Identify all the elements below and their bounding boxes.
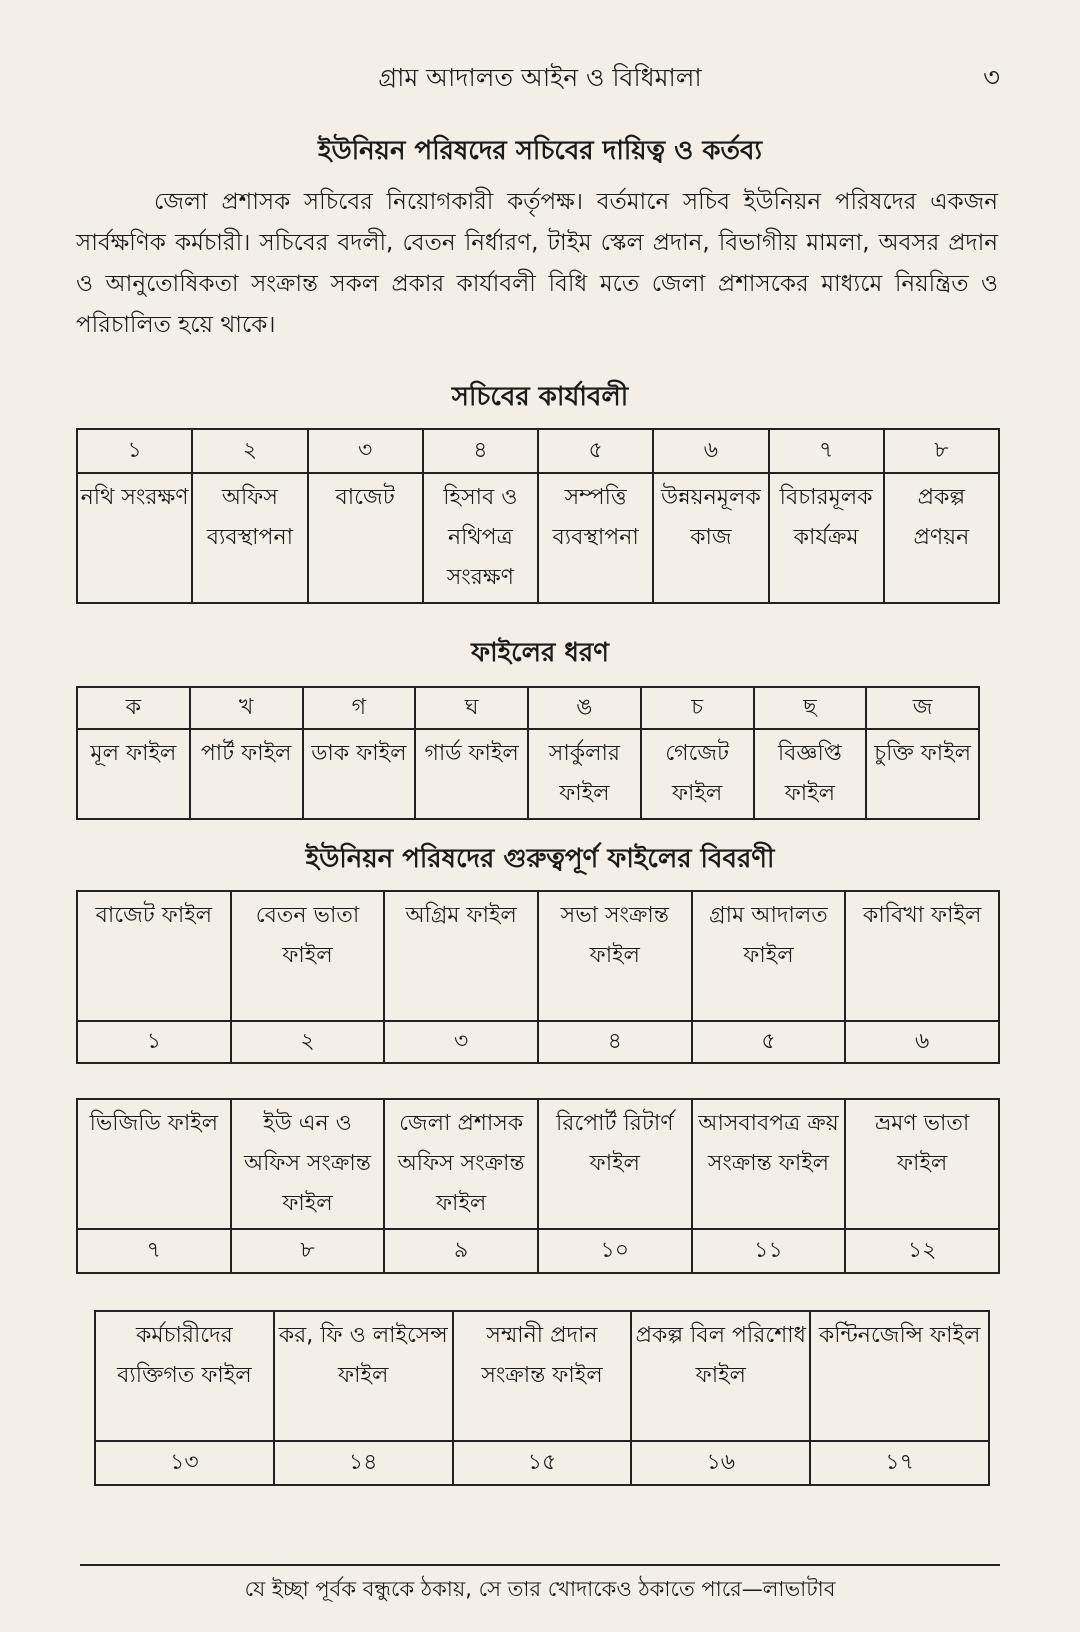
file-type-item: মূল ফাইল bbox=[77, 729, 190, 819]
function-item: উন্নয়নমূলক কাজ bbox=[653, 473, 768, 603]
file-type-letter: ঘ bbox=[415, 687, 528, 729]
important-files-table-2 bbox=[76, 1098, 1000, 1274]
important-file-number: ৪ bbox=[538, 1021, 692, 1063]
file-type-item: চুক্তি ফাইল bbox=[866, 729, 979, 819]
book-title: গ্রাম আদালত আইন ও বিধিমালা bbox=[378, 63, 702, 92]
function-number: ২ bbox=[192, 429, 307, 473]
section-heading-important-files: ইউনিয়ন পরিষদের গুরুত্বপূর্ণ ফাইলের বিবরণী bbox=[305, 844, 775, 874]
important-file-name: কাবিখা ফাইল bbox=[845, 891, 999, 1021]
important-file-number: ৭ bbox=[77, 1229, 231, 1273]
function-number: ৪ bbox=[423, 429, 538, 473]
important-file-number: ১ bbox=[77, 1021, 231, 1063]
section-heading-functions: সচিবের কার্যাবলী bbox=[451, 382, 629, 412]
function-item: নথি সংরক্ষণ bbox=[77, 473, 192, 603]
function-number: ৮ bbox=[884, 429, 999, 473]
file-type-letter: জ bbox=[866, 687, 979, 729]
function-item: হিসাব ও নথিপত্র সংরক্ষণ bbox=[423, 473, 538, 603]
important-file-number: ৯ bbox=[384, 1229, 538, 1273]
function-item: বিচারমূলক কার্যক্রম bbox=[769, 473, 884, 603]
file-type-item: গেজেট ফাইল bbox=[641, 729, 754, 819]
file-type-item: গার্ড ফাইল bbox=[415, 729, 528, 819]
function-number: ৭ bbox=[769, 429, 884, 473]
function-number: ৬ bbox=[653, 429, 768, 473]
important-file-name: আসবাবপত্র ক্রয় সংক্রান্ত ফাইল bbox=[692, 1099, 846, 1229]
page-number: ৩ bbox=[983, 63, 1000, 93]
important-file-name: কর, ফি ও লাইসেন্স ফাইল bbox=[274, 1311, 453, 1441]
important-file-name: প্রকল্প বিল পরিশোধ ফাইল bbox=[631, 1311, 810, 1441]
important-file-number: ৮ bbox=[231, 1229, 385, 1273]
functions-table bbox=[76, 428, 1000, 604]
file-type-letter: চ bbox=[641, 687, 754, 729]
important-file-number: ৬ bbox=[845, 1021, 999, 1063]
important-file-name: ভ্রমণ ভাতা ফাইল bbox=[845, 1099, 999, 1229]
function-item: প্রকল্প প্রণয়ন bbox=[884, 473, 999, 603]
important-file-number: ১৭ bbox=[810, 1441, 989, 1485]
important-file-number: ১২ bbox=[845, 1229, 999, 1273]
duties-paragraph: জেলা প্রশাসক সচিবের নিয়োগকারী কর্তৃপক্ষ। বর্তমানে সচিব ইউনিয়ন পরিষদের একজন সার্বক্ষণিক কর্মচারী। সচিবের বদলী, বেতন নির্ধারণ, টাইম স্কেল প্রদান, বিভাগীয় মামলা, অবসর প্রদান ও আনুতোষিকতা সংক্রান্ত সকল প্রকার কার্যাবলী বিধি মতে জেলা প্রশাসকের মাধ্যমে নিয়ন্ত্রিত ও পরিচালিত হয়ে থাকে। bbox=[76, 189, 998, 338]
important-file-name: বাজেট ফাইল bbox=[77, 891, 231, 1021]
important-file-name: রিপোর্ট রিটার্ণ ফাইল bbox=[538, 1099, 692, 1229]
footer-quote: যে ইচ্ছা পূর্বক বন্ধুকে ঠকায়, সে তার খোদাকেও ঠকাতে পারে—লাভাটাব bbox=[244, 1577, 836, 1601]
page-header bbox=[80, 58, 1000, 98]
important-file-number: ১৫ bbox=[453, 1441, 632, 1485]
file-type-item: সার্কুলার ফাইল bbox=[528, 729, 641, 819]
file-type-letter: খ bbox=[190, 687, 303, 729]
file-type-item: বিজ্ঞপ্তি ফাইল bbox=[754, 729, 867, 819]
file-type-item: পার্ট ফাইল bbox=[190, 729, 303, 819]
important-files-table-3 bbox=[94, 1310, 990, 1486]
section-heading-secretary-duties: ইউনিয়ন পরিষদের সচিবের দায়িত্ব ও কর্তব্য bbox=[317, 136, 763, 166]
important-file-name: কন্টিনজেন্সি ফাইল bbox=[810, 1311, 989, 1441]
important-file-number: ৩ bbox=[384, 1021, 538, 1063]
important-file-name: ভিজিডি ফাইল bbox=[77, 1099, 231, 1229]
file-type-letter: গ bbox=[303, 687, 416, 729]
file-type-letter: ক bbox=[77, 687, 190, 729]
important-file-number: ১০ bbox=[538, 1229, 692, 1273]
important-file-name: বেতন ভাতা ফাইল bbox=[231, 891, 385, 1021]
function-item: অফিস ব্যবস্থাপনা bbox=[192, 473, 307, 603]
important-file-number: ২ bbox=[231, 1021, 385, 1063]
important-files-table-1 bbox=[76, 890, 1000, 1064]
function-number: ৫ bbox=[538, 429, 653, 473]
important-file-number: ১১ bbox=[692, 1229, 846, 1273]
important-file-number: ১৩ bbox=[95, 1441, 274, 1485]
function-number: ৩ bbox=[308, 429, 423, 473]
function-number: ১ bbox=[77, 429, 192, 473]
footer-divider bbox=[80, 1564, 1000, 1566]
function-item: বাজেট bbox=[308, 473, 423, 603]
section-heading-file-types: ফাইলের ধরণ bbox=[471, 638, 609, 668]
important-file-name: গ্রাম আদালত ফাইল bbox=[692, 891, 846, 1021]
important-file-name: কর্মচারীদের ব্যক্তিগত ফাইল bbox=[95, 1311, 274, 1441]
important-file-name: ইউ এন ও অফিস সংক্রান্ত ফাইল bbox=[231, 1099, 385, 1229]
important-file-name: জেলা প্রশাসক অফিস সংক্রান্ত ফাইল bbox=[384, 1099, 538, 1229]
important-file-name: সভা সংক্রান্ত ফাইল bbox=[538, 891, 692, 1021]
important-file-name: সম্মানী প্রদান সংক্রান্ত ফাইল bbox=[453, 1311, 632, 1441]
important-file-number: ৫ bbox=[692, 1021, 846, 1063]
file-type-letter: ছ bbox=[754, 687, 867, 729]
file-type-item: ডাক ফাইল bbox=[303, 729, 416, 819]
function-item: সম্পত্তি ব্যবস্থাপনা bbox=[538, 473, 653, 603]
important-file-number: ১৪ bbox=[274, 1441, 453, 1485]
file-types-table bbox=[76, 686, 980, 820]
important-file-number: ১৬ bbox=[631, 1441, 810, 1485]
file-type-letter: ঙ bbox=[528, 687, 641, 729]
important-file-name: অগ্রিম ফাইল bbox=[384, 891, 538, 1021]
